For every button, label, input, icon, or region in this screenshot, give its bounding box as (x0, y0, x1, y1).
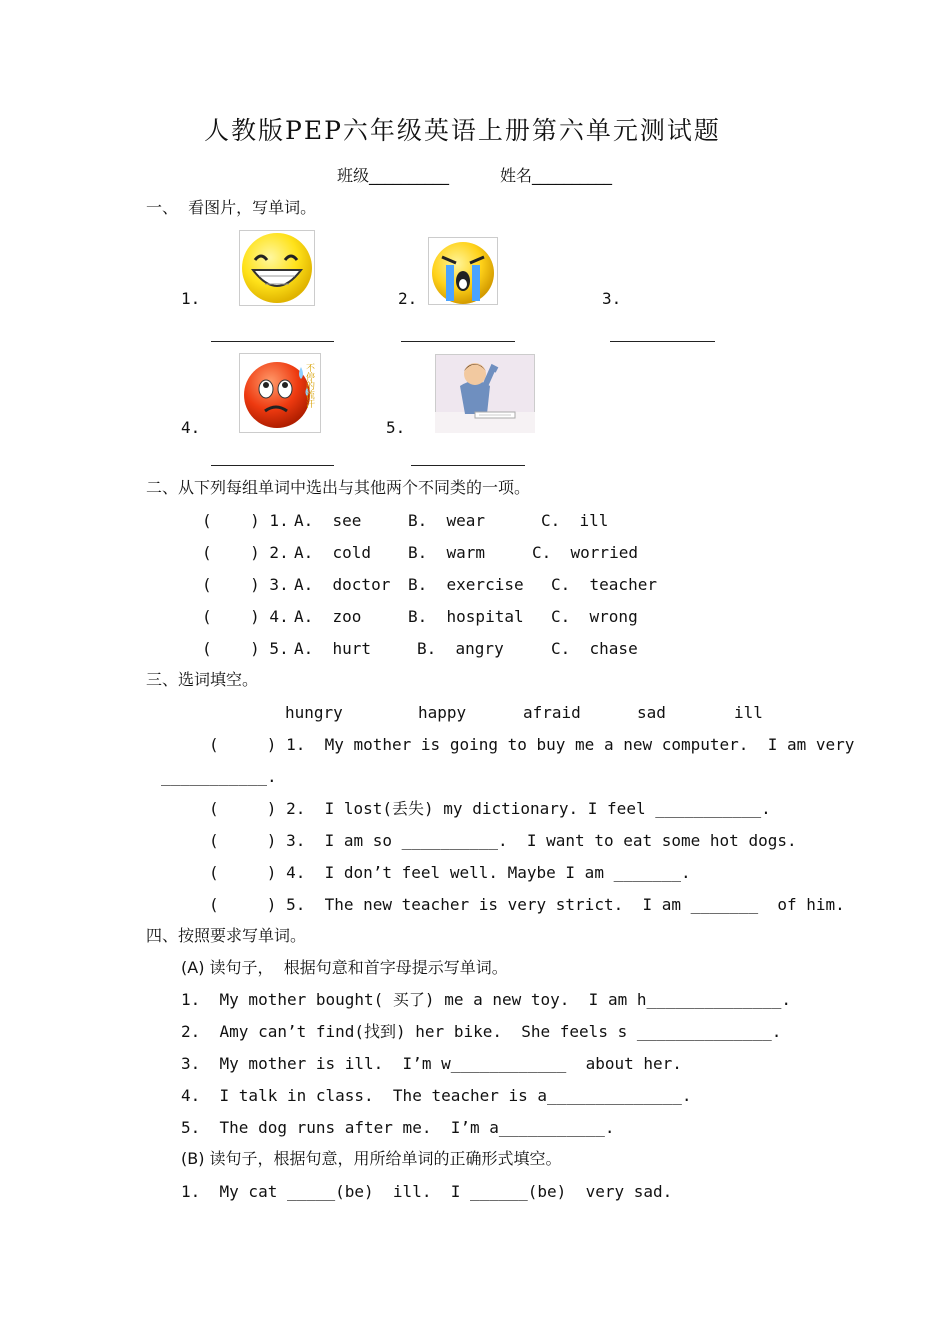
s2-q1-prefix: ( ) 1. (202, 511, 289, 530)
word-bank-sad: sad (637, 703, 666, 722)
grinning-face-image (239, 230, 315, 306)
answer-line-4[interactable] (211, 465, 334, 466)
item-number-2: 2. (398, 289, 418, 308)
s3-q4: ( ) 4. I don’t feel well. Maybe I am _______. (209, 863, 691, 882)
s2-q4-prefix: ( ) 4. (202, 607, 289, 626)
s2-q4-option-c: C. wrong (551, 607, 638, 626)
name-field[interactable]: 姓名__________ (500, 166, 613, 185)
s3-q3: ( ) 3. I am so __________. I want to eat some hot dogs. (209, 831, 797, 850)
s3-q5: ( ) 5. The new teacher is very strict. I am _______ of him. (209, 895, 845, 914)
s2-q2-option-a: A. cold (294, 543, 372, 562)
page-title: 人教版PEP六年级英语上册第六单元测试题 (204, 116, 721, 145)
section-1-heading: 一、 看图片，写单词。 (146, 198, 317, 217)
s2-q5-option-b: B. angry (417, 639, 504, 658)
item-number-4: 4. (181, 418, 201, 437)
answer-line-1[interactable] (211, 341, 334, 342)
section-4-heading: 四、按照要求写单词。 (146, 926, 307, 945)
word-bank-happy: happy (418, 703, 467, 722)
s2-q3-prefix: ( ) 3. (202, 575, 289, 594)
s4-a-q4: 4. I talk in class. The teacher is a______________. (181, 1086, 692, 1105)
s2-q2-option-c: C. worried (532, 543, 638, 562)
class-field[interactable]: 班级__________ (337, 166, 450, 185)
part-a-instruction: (A) 读句子， 根据句意和首字母提示写单词。 (181, 958, 508, 977)
s2-q4-option-b: B. hospital (408, 607, 524, 626)
s4-a-q1: 1. My mother bought( 买了) me a new toy. I am h______________. (181, 990, 791, 1009)
word-bank-hungry: hungry (285, 703, 343, 722)
crying-face-image (428, 237, 498, 305)
answer-line-3[interactable] (610, 341, 715, 342)
s2-q2-option-b: B. warm (408, 543, 486, 562)
s2-q3-option-b: B. exercise (408, 575, 524, 594)
s2-q4-option-a: A. zoo (294, 607, 362, 626)
s2-q3-option-a: A. doctor (294, 575, 391, 594)
svg-text:不停的流汗: 不停的流汗 (304, 363, 314, 408)
item-number-1: 1. (181, 289, 201, 308)
s2-q2-prefix: ( ) 2. (202, 543, 289, 562)
boy-at-desk-image (435, 354, 535, 433)
s2-q3-option-c: C. teacher (551, 575, 657, 594)
item-number-5: 5. (386, 418, 406, 437)
s4-a-q2: 2. Amy can’t find(找到) her bike. She feels s ______________. (181, 1022, 782, 1041)
s2-q5-option-c: C. chase (551, 639, 638, 658)
sweating-face-image (239, 353, 321, 433)
s2-q1-option-a: A. see (294, 511, 362, 530)
answer-line-2[interactable] (401, 341, 515, 342)
item-number-3: 3. (602, 289, 622, 308)
word-bank-ill: ill (734, 703, 763, 722)
s2-q5-prefix: ( ) 5. (202, 639, 289, 658)
s2-q1-option-c: C. ill (541, 511, 609, 530)
s4-a-q3: 3. My mother is ill. I’m w____________ about her. (181, 1054, 682, 1073)
section-3-heading: 三、选词填空。 (146, 670, 259, 689)
section-2-heading: 二、从下列每组单词中选出与其他两个不同类的一项。 (146, 478, 531, 497)
answer-line-5[interactable] (411, 465, 525, 466)
s3-q2: ( ) 2. I lost(丢失) my dictionary. I feel ___________. (209, 799, 771, 818)
s4-b-q1: 1. My cat _____(be) ill. I ______(be) very sad. (181, 1182, 673, 1201)
s3-q1-line2: ___________. (161, 767, 277, 786)
part-b-instruction: (B) 读句子，根据句意，用所给单词的正确形式填空。 (181, 1149, 562, 1168)
s2-q5-option-a: A. hurt (294, 639, 372, 658)
s3-q1-line1: ( ) 1. My mother is going to buy me a new computer. I am very (209, 735, 855, 754)
s4-a-q5: 5. The dog runs after me. I’m a___________. (181, 1118, 615, 1137)
s2-q1-option-b: B. wear (408, 511, 486, 530)
word-bank-afraid: afraid (523, 703, 581, 722)
